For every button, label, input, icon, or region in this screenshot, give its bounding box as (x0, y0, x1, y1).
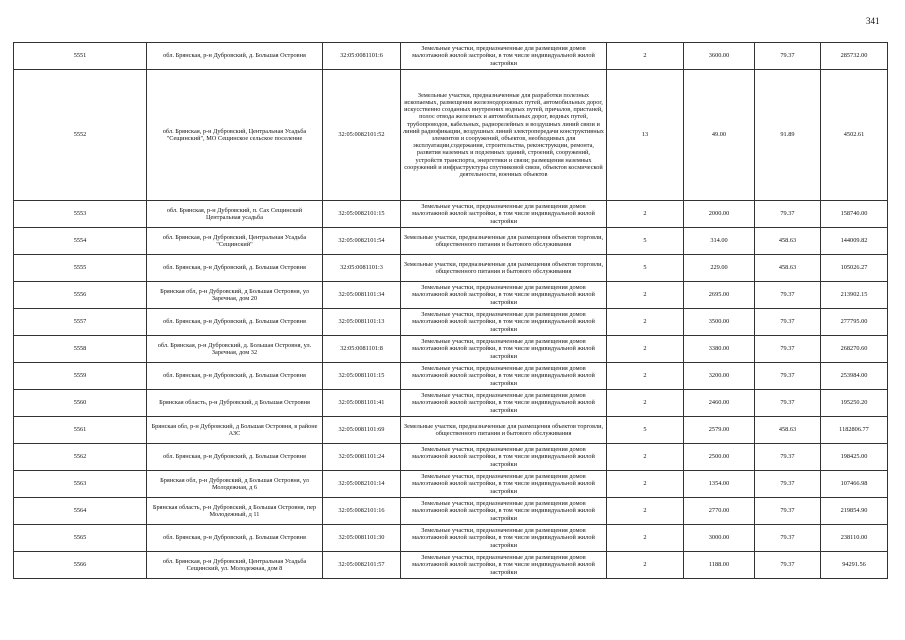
cadastral-value-cell: 144009.82 (821, 228, 888, 255)
address-cell: Брянская обл, р-н Дубровский, д Большая Островня, ул Молодежная, д 6 (147, 471, 323, 498)
land-use-cell: Земельные участки, предназначенные для размещения домов малоэтажной жилой застройки, в том числе индивидуальной жилой застройки (401, 444, 607, 471)
specific-value-cell: 458.63 (755, 255, 821, 282)
row-number-cell: 5558 (14, 336, 147, 363)
address-cell: обл. Брянская, р-н Дубровский, п. Сах Сещинский Центральная усадьба (147, 201, 323, 228)
specific-value-cell: 79.37 (755, 525, 821, 552)
table-row (14, 201, 888, 228)
area-cell: 3380.00 (684, 336, 755, 363)
address-cell: обл. Брянская, р-н Дубровский, д. Большая Островня (147, 309, 323, 336)
use-group-cell: 2 (607, 336, 684, 363)
land-use-cell: Земельные участки, предназначенные для размещения домов малоэтажной жилой застройки, в том числе индивидуальной жилой застройки (401, 552, 607, 579)
row-number-cell: 5562 (14, 444, 147, 471)
use-group-cell: 2 (607, 201, 684, 228)
row-number-cell: 5555 (14, 255, 147, 282)
row-number-cell: 5563 (14, 471, 147, 498)
area-cell: 3600.00 (684, 43, 755, 70)
cadastral-number-cell: 32:05:0081101:30 (323, 525, 401, 552)
row-number-cell: 5560 (14, 390, 147, 417)
land-use-cell: Земельные участки, предназначенные для размещения домов малоэтажной жилой застройки, в том числе индивидуальной жилой застройки (401, 201, 607, 228)
cadastral-value-cell: 94291.56 (821, 552, 888, 579)
use-group-cell: 2 (607, 309, 684, 336)
specific-value-cell: 458.63 (755, 417, 821, 444)
specific-value-cell: 79.37 (755, 363, 821, 390)
address-cell: обл. Брянская, р-н Дубровский, д. Большая Островня (147, 255, 323, 282)
address-cell: Брянская область, р-н Дубровский, д Большая Островня, пер Молодежный, д 11 (147, 498, 323, 525)
cadastral-value-cell: 107466.98 (821, 471, 888, 498)
specific-value-cell: 79.37 (755, 471, 821, 498)
cadastral-value-cell: 219854.90 (821, 498, 888, 525)
address-cell: обл. Брянская, р-н Дубровский, д. Большая Островня (147, 525, 323, 552)
specific-value-cell: 79.37 (755, 336, 821, 363)
address-cell: обл. Брянская, р-н Дубровский, д. Большая Островня (147, 43, 323, 70)
cadastral-number-cell: 32:05:0082101:14 (323, 471, 401, 498)
cadastral-number-cell: 32:05:0081101:3 (323, 255, 401, 282)
cadastral-value-cell: 4502.61 (821, 70, 888, 201)
use-group-cell: 13 (607, 70, 684, 201)
cadastral-number-cell: 32:05:0081101:13 (323, 309, 401, 336)
table-row (14, 309, 888, 336)
cadastral-value-cell: 158740.00 (821, 201, 888, 228)
specific-value-cell: 79.37 (755, 43, 821, 70)
table-row (14, 498, 888, 525)
land-use-cell: Земельные участки, предназначенные для размещения домов малоэтажной жилой застройки, в том числе индивидуальной жилой застройки (401, 363, 607, 390)
table-row (14, 552, 888, 579)
address-cell: обл. Брянская, р-н Дубровский, Центральная Усадьба Сещинский, ул. Молодежная, дом 8 (147, 552, 323, 579)
land-use-cell: Земельные участки, предназначенные для размещения домов малоэтажной жилой застройки, в том числе индивидуальной жилой застройки (401, 471, 607, 498)
row-number-cell: 5565 (14, 525, 147, 552)
area-cell: 2695.00 (684, 282, 755, 309)
area-cell: 2460.00 (684, 390, 755, 417)
specific-value-cell: 458.63 (755, 228, 821, 255)
specific-value-cell: 79.37 (755, 444, 821, 471)
cadastral-value-cell: 1182806.77 (821, 417, 888, 444)
area-cell: 1188.00 (684, 552, 755, 579)
use-group-cell: 2 (607, 282, 684, 309)
table-row (14, 525, 888, 552)
area-cell: 229.00 (684, 255, 755, 282)
table-row (14, 363, 888, 390)
row-number-cell: 5561 (14, 417, 147, 444)
table-row (14, 444, 888, 471)
use-group-cell: 2 (607, 471, 684, 498)
row-number-cell: 5559 (14, 363, 147, 390)
cadastral-number-cell: 32:05:0081101:41 (323, 390, 401, 417)
row-number-cell: 5556 (14, 282, 147, 309)
land-use-cell: Земельные участки, предназначенные для размещения домов малоэтажной жилой застройки, в том числе индивидуальной жилой застройки (401, 43, 607, 70)
cadastral-value-cell: 285732.00 (821, 43, 888, 70)
address-cell: обл. Брянская, р-н Дубровский, Центральная Усадьба "Сещинский" (147, 228, 323, 255)
specific-value-cell: 79.37 (755, 309, 821, 336)
address-cell: обл. Брянская, р-н Дубровский, д. Большая Островня, ул. Заречная, дом 32 (147, 336, 323, 363)
use-group-cell: 2 (607, 363, 684, 390)
cadastral-value-cell: 238110.00 (821, 525, 888, 552)
specific-value-cell: 79.37 (755, 201, 821, 228)
use-group-cell: 2 (607, 552, 684, 579)
land-use-cell: Земельные участки, предназначенные для размещения домов малоэтажной жилой застройки, в том числе индивидуальной жилой застройки (401, 525, 607, 552)
specific-value-cell: 79.37 (755, 282, 821, 309)
table-row (14, 70, 888, 201)
row-number-cell: 5557 (14, 309, 147, 336)
table-row (14, 43, 888, 70)
table-row (14, 282, 888, 309)
land-use-cell: Земельные участки, предназначенные для размещения домов малоэтажной жилой застройки, в том числе индивидуальной жилой застройки (401, 282, 607, 309)
cadastral-number-cell: 32:05:0082101:57 (323, 552, 401, 579)
page-number: 341 (866, 16, 880, 26)
cadastral-value-cell: 277795.00 (821, 309, 888, 336)
specific-value-cell: 91.89 (755, 70, 821, 201)
area-cell: 2770.00 (684, 498, 755, 525)
specific-value-cell: 79.37 (755, 498, 821, 525)
cadastral-value-table (13, 42, 888, 579)
cadastral-number-cell: 32:05:0082101:54 (323, 228, 401, 255)
use-group-cell: 2 (607, 43, 684, 70)
cadastral-value-cell: 213902.15 (821, 282, 888, 309)
land-use-cell: Земельные участки, предназначенные для размещения объектов торговли, общественного питания и бытового обслуживания (401, 255, 607, 282)
table-row (14, 471, 888, 498)
address-cell: Брянская область, р-н Дубровский, д Большая Островня (147, 390, 323, 417)
specific-value-cell: 79.37 (755, 552, 821, 579)
land-use-cell: Земельные участки, предназначенные для размещения объектов торговли, общественного питания и бытового обслуживания (401, 228, 607, 255)
area-cell: 1354.00 (684, 471, 755, 498)
land-use-cell: Земельные участки, предназначенные для размещения домов малоэтажной жилой застройки, в том числе индивидуальной жилой застройки (401, 336, 607, 363)
use-group-cell: 5 (607, 228, 684, 255)
table-row (14, 417, 888, 444)
area-cell: 2500.00 (684, 444, 755, 471)
land-use-cell: Земельные участки, предназначенные для размещения домов малоэтажной жилой застройки, в том числе индивидуальной жилой застройки (401, 498, 607, 525)
row-number-cell: 5566 (14, 552, 147, 579)
row-number-cell: 5551 (14, 43, 147, 70)
cadastral-number-cell: 32:05:0081101:6 (323, 43, 401, 70)
cadastral-value-cell: 253984.00 (821, 363, 888, 390)
cadastral-value-cell: 198425.00 (821, 444, 888, 471)
cadastral-number-cell: 32:05:0081101:69 (323, 417, 401, 444)
cadastral-number-cell: 32:05:0081101:15 (323, 363, 401, 390)
address-cell: Брянская обл, р-н Дубровский, д Большая Островня, ул Заречная, дом 20 (147, 282, 323, 309)
area-cell: 2000.00 (684, 201, 755, 228)
address-cell: обл. Брянская, р-н Дубровский, д. Большая Островня (147, 444, 323, 471)
cadastral-value-cell: 268270.60 (821, 336, 888, 363)
area-cell: 49.00 (684, 70, 755, 201)
use-group-cell: 5 (607, 417, 684, 444)
area-cell: 2579.00 (684, 417, 755, 444)
land-use-cell: Земельные участки, предназначенные для размещения домов малоэтажной жилой застройки, в том числе индивидуальной жилой застройки (401, 390, 607, 417)
row-number-cell: 5554 (14, 228, 147, 255)
land-use-cell: Земельные участки, предназначенные для размещения объектов торговли, общественного питания и бытового обслуживания (401, 417, 607, 444)
address-cell: обл. Брянская, р-н Дубровский, Центральная Усадьба "Сещинский", МО Сещинское сельское поселение (147, 70, 323, 201)
cadastral-number-cell: 32:05:0081101:8 (323, 336, 401, 363)
area-cell: 3000.00 (684, 525, 755, 552)
area-cell: 3200.00 (684, 363, 755, 390)
cadastral-number-cell: 32:05:0082101:16 (323, 498, 401, 525)
address-cell: Брянская обл, р-н Дубровский, д Большая Островня, в районе АЗС (147, 417, 323, 444)
row-number-cell: 5552 (14, 70, 147, 201)
cadastral-value-cell: 195250.20 (821, 390, 888, 417)
address-cell: обл. Брянская, р-н Дубровский, д. Большая Островня (147, 363, 323, 390)
use-group-cell: 2 (607, 444, 684, 471)
area-cell: 314.00 (684, 228, 755, 255)
table-row (14, 255, 888, 282)
specific-value-cell: 79.37 (755, 390, 821, 417)
table-row (14, 228, 888, 255)
land-use-cell: Земельные участки, предназначенные для размещения домов малоэтажной жилой застройки, в том числе индивидуальной жилой застройки (401, 309, 607, 336)
cadastral-number-cell: 32:05:0082101:52 (323, 70, 401, 201)
use-group-cell: 5 (607, 255, 684, 282)
use-group-cell: 2 (607, 525, 684, 552)
use-group-cell: 2 (607, 498, 684, 525)
cadastral-number-cell: 32:05:0081101:34 (323, 282, 401, 309)
table-row (14, 336, 888, 363)
cadastral-number-cell: 32:05:0082101:15 (323, 201, 401, 228)
area-cell: 3500.00 (684, 309, 755, 336)
row-number-cell: 5564 (14, 498, 147, 525)
cadastral-number-cell: 32:05:0081101:24 (323, 444, 401, 471)
use-group-cell: 2 (607, 390, 684, 417)
table-row (14, 390, 888, 417)
cadastral-value-cell: 105026.27 (821, 255, 888, 282)
land-use-cell: Земельные участки, предназначенные для разработки полезных ископаемых, размещения железнодорожных путей, автомобильных дорог, искусственно созданных внутренних водных путей, причалов, пристаней, полос отвода железных и автомобильных дорог, водных путей, трубопроводов, кабельных, радиорелейных и воздушных линий связи и линий радиофикации, воздушных линий электропередачи конструктивных элементов и сооружений, объектов, необходимых для эксплуатации,содержания, строительства, реконструкции, ремонта, развития наземных и подземных зданий, строений, сооружений, устройств транспорта, энергетики и связи; размещения наземных сооружений и инфраструктуры спутниковой связи, объектов космической деятельности, военных объектов (401, 70, 607, 201)
row-number-cell: 5553 (14, 201, 147, 228)
